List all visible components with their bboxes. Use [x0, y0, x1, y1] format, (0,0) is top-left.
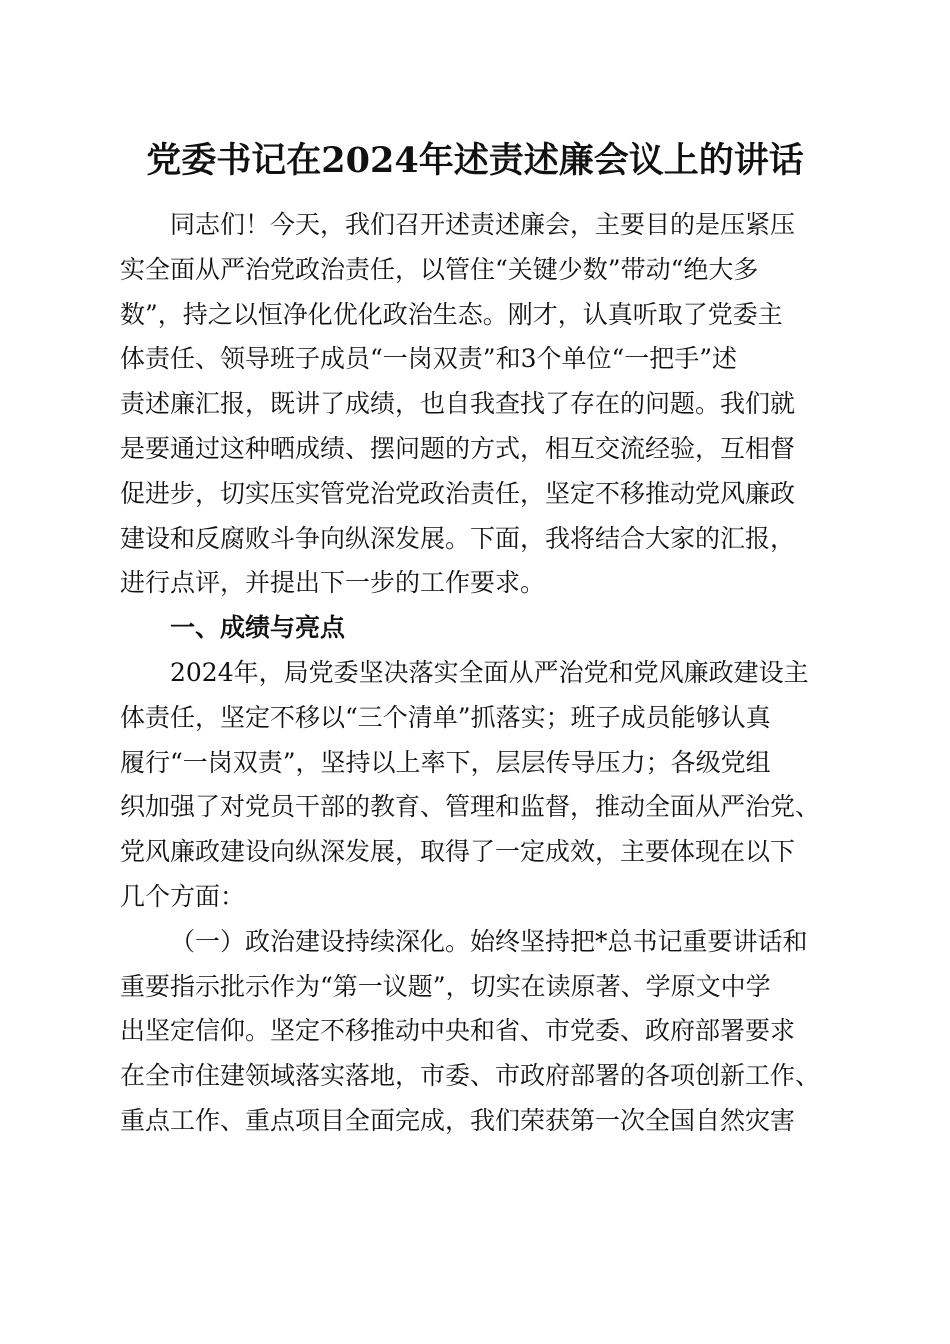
paragraph-line: 进行点评，并提出下一步的工作要求。: [120, 568, 546, 598]
paragraph-line: 体责任、领导班子成员“一岗双责”和3个单位“一把手”述: [120, 344, 738, 374]
paragraph-line: 责述廉汇报，既讲了成绩，也自我查找了存在的问题。我们就: [120, 389, 796, 419]
paragraph-line: 体责任，坚定不移以“三个清单”抓落实；班子成员能够认真: [120, 702, 771, 732]
paragraph-line: （一）政治建设持续深化。始终坚持把*总书记重要讲话和: [170, 926, 808, 956]
paragraph-line: 重要指示批示作为“第一议题”，切实在读原著、学原文中学: [120, 971, 771, 1001]
political-construction-paragraph: [120, 920, 830, 1144]
paragraph-line: 2024年，局党委坚决落实全面从严治党和党风廉政建设主: [170, 657, 809, 687]
paragraph-line: 数”，持之以恒净化优化政治生态。刚才，认真听取了党委主: [120, 299, 783, 329]
paragraph-line: 是要通过这种晒成绩、摆问题的方式，相互交流经验，互相督: [120, 433, 796, 463]
paragraph-line: 实全面从严治党政治责任，以管住“关键少数”带动“绝大多: [120, 254, 759, 284]
paragraph-line: 织加强了对党员干部的教育、管理和监督，推动全面从严治党、: [120, 792, 821, 822]
opening-paragraph: [120, 203, 830, 606]
document-body: [120, 203, 830, 1144]
paragraph-line: 几个方面：: [120, 881, 246, 911]
paragraph-line: 履行“一岗双责”，坚持以上率下，层层传导压力；各级党组: [120, 747, 771, 777]
paragraph-line: 重点工作、重点项目全面完成，我们荣获第一次全国自然灾害: [120, 1105, 796, 1135]
document-title: 党委书记在2024年述责述廉会议上的讲话: [146, 140, 804, 181]
paragraph-line: 党风廉政建设向纵深发展，取得了一定成效，主要体现在以下: [120, 837, 796, 867]
paragraph-line: 同志们！今天，我们召开述责述廉会，主要目的是压紧压: [170, 210, 796, 239]
paragraph-line: 促进步，切实压实管党治党政治责任，坚定不移推动党风廉政: [120, 478, 796, 508]
paragraph-line: 建设和反腐败斗争向纵深发展。下面，我将结合大家的汇报，: [120, 523, 796, 553]
section-heading: 一、成绩与亮点: [170, 613, 346, 643]
paragraph-line: 在全市住建领域落实落地，市委、市政府部署的各项创新工作、: [120, 1061, 821, 1091]
achievements-paragraph: [120, 651, 830, 920]
paragraph-line: 出坚定信仰。坚定不移推动中央和省、市党委、政府部署要求: [120, 1016, 796, 1046]
